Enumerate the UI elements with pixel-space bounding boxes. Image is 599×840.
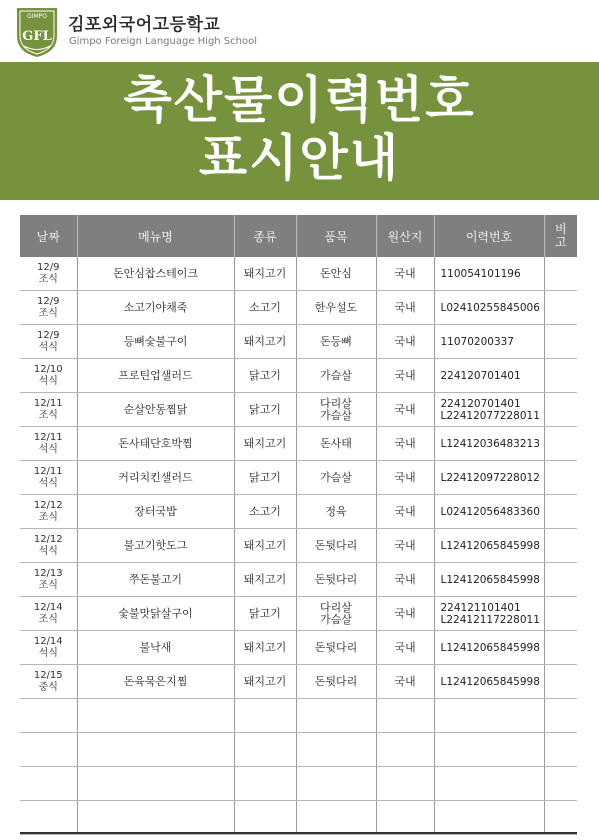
blank-cell <box>20 733 77 767</box>
origin-cell: 국내 <box>376 393 434 427</box>
trace-cell <box>434 257 544 291</box>
item-cell <box>296 563 376 597</box>
kind-cell: 닭고기 <box>234 461 296 495</box>
blank-row <box>20 733 577 767</box>
origin-cell: 국내 <box>376 495 434 529</box>
origin-cell: 국내 <box>376 631 434 665</box>
blank-cell <box>544 699 577 733</box>
date-day: 12/11 <box>33 431 63 443</box>
note-cell <box>544 529 577 563</box>
trace-cell <box>434 665 544 699</box>
table-row <box>20 427 577 461</box>
blank-cell <box>376 767 434 801</box>
origin-cell: 국내 <box>376 359 434 393</box>
item-line1: 돈뒷다리 <box>314 674 358 688</box>
menu-cell: 쭈돈불고기 <box>77 563 234 597</box>
blank-row <box>20 801 577 835</box>
blank-cell <box>376 699 434 733</box>
item-cell <box>296 427 376 461</box>
trace-line2: L22412117228011 <box>440 613 540 626</box>
blank-cell <box>376 733 434 767</box>
header-menu: 메뉴명 <box>77 215 234 257</box>
header-note: 비 고 <box>544 215 577 257</box>
menu-cell: 돈육묵은지찜 <box>77 665 234 699</box>
blank-cell <box>234 767 296 801</box>
blank-cell <box>296 801 376 835</box>
kind-cell: 돼지고기 <box>234 631 296 665</box>
page-title-line2: 표시안내 <box>198 129 401 187</box>
item-line1: 돈뒷다리 <box>314 538 358 552</box>
date-meal: 조식 <box>38 307 58 319</box>
date-day: 12/9 <box>37 329 60 341</box>
menu-cell: 불고기핫도그 <box>77 529 234 563</box>
table-row <box>20 291 577 325</box>
date-meal: 석식 <box>38 341 58 353</box>
kind-cell: 닭고기 <box>234 597 296 631</box>
header-kind: 종류 <box>234 215 296 257</box>
note-cell <box>544 325 577 359</box>
blank-cell <box>77 733 234 767</box>
blank-cell <box>296 767 376 801</box>
trace-cell <box>434 427 544 461</box>
item-cell <box>296 393 376 427</box>
item-line1: 다리살 <box>320 396 352 410</box>
origin-cell: 국내 <box>376 257 434 291</box>
table-row <box>20 461 577 495</box>
kind-cell: 돼지고기 <box>234 563 296 597</box>
date-cell <box>20 325 77 359</box>
note-cell <box>544 427 577 461</box>
blank-cell <box>20 767 77 801</box>
origin-cell: 국내 <box>376 665 434 699</box>
trace-line1: 224120701401 <box>440 369 521 382</box>
date-meal: 조식 <box>38 579 58 591</box>
menu-cell: 숯불맛닭살구이 <box>77 597 234 631</box>
item-cell <box>296 529 376 563</box>
trace-line1: L12412065845998 <box>440 675 540 688</box>
date-cell <box>20 291 77 325</box>
date-day: 12/10 <box>33 363 63 375</box>
note-cell <box>544 291 577 325</box>
blank-cell <box>234 733 296 767</box>
trace-line1: 11070200337 <box>440 335 514 348</box>
school-logo-bar <box>0 0 599 62</box>
menu-cell: 커리치킨샐러드 <box>77 461 234 495</box>
date-meal: 조식 <box>38 409 58 421</box>
blank-cell <box>296 699 376 733</box>
date-meal: 조식 <box>38 273 58 285</box>
table-row <box>20 665 577 699</box>
note-cell <box>544 359 577 393</box>
trace-line1: L12412065845998 <box>440 539 540 552</box>
item-line1: 돈뒷다리 <box>314 572 358 586</box>
date-cell <box>20 359 77 393</box>
menu-cell: 장터국밥 <box>77 495 234 529</box>
date-cell <box>20 563 77 597</box>
table-row <box>20 597 577 631</box>
header-date: 날짜 <box>20 215 77 257</box>
header-item: 품목 <box>296 215 376 257</box>
kind-cell: 돼지고기 <box>234 325 296 359</box>
kind-cell: 돼지고기 <box>234 427 296 461</box>
table-row <box>20 325 577 359</box>
kind-cell: 닭고기 <box>234 359 296 393</box>
trace-cell <box>434 393 544 427</box>
kind-cell: 소고기 <box>234 291 296 325</box>
item-cell <box>296 597 376 631</box>
table-row <box>20 529 577 563</box>
table-row <box>20 495 577 529</box>
origin-cell: 국내 <box>376 461 434 495</box>
kind-cell: 돼지고기 <box>234 529 296 563</box>
note-cell <box>544 631 577 665</box>
date-cell <box>20 631 77 665</box>
date-day: 12/11 <box>33 465 63 477</box>
table-row <box>20 257 577 291</box>
date-meal: 조식 <box>38 511 58 523</box>
blank-cell <box>434 767 544 801</box>
school-english-name: Gimpo Foreign Language High School <box>69 36 258 47</box>
trace-line1: L02412056483360 <box>440 505 540 518</box>
menu-cell: 소고기야채죽 <box>77 291 234 325</box>
note-cell <box>544 597 577 631</box>
school-name: 김포외국어고등학교 <box>68 15 221 35</box>
note-cell <box>544 495 577 529</box>
item-line1: 한우설도 <box>314 300 358 314</box>
date-day: 12/15 <box>33 669 63 681</box>
note-cell <box>544 257 577 291</box>
date-day: 12/11 <box>33 397 63 409</box>
item-line2: 가슴살 <box>320 612 352 626</box>
trace-line1: 110054101196 <box>440 267 521 280</box>
trace-line1: 224121101401 <box>440 601 521 614</box>
kind-cell: 돼지고기 <box>234 665 296 699</box>
item-line1: 가슴살 <box>320 470 352 484</box>
blank-cell <box>376 801 434 835</box>
table-row <box>20 359 577 393</box>
menu-cell: 돈사태단호박찜 <box>77 427 234 461</box>
menu-cell: 프로틴업샐러드 <box>77 359 234 393</box>
item-line1: 돈등뼈 <box>320 334 352 348</box>
table-row <box>20 393 577 427</box>
header-trace: 이력번호 <box>434 215 544 257</box>
trace-line1: L02410255845006 <box>440 301 540 314</box>
date-meal: 조식 <box>38 613 58 625</box>
date-day: 12/9 <box>37 295 60 307</box>
menu-cell: 등뼈숯불구이 <box>77 325 234 359</box>
blank-cell <box>20 699 77 733</box>
blank-cell <box>544 733 577 767</box>
trace-cell <box>434 291 544 325</box>
origin-cell: 국내 <box>376 291 434 325</box>
date-meal: 중식 <box>38 681 58 693</box>
blank-row <box>20 767 577 801</box>
item-cell <box>296 631 376 665</box>
origin-cell: 국내 <box>376 529 434 563</box>
blank-cell <box>77 699 234 733</box>
table-body <box>20 257 577 835</box>
blank-cell <box>234 699 296 733</box>
date-cell <box>20 257 77 291</box>
header-origin: 원산지 <box>376 215 434 257</box>
logo-top-text: GIMPO <box>27 13 47 20</box>
trace-cell <box>434 325 544 359</box>
item-cell <box>296 495 376 529</box>
kind-cell: 닭고기 <box>234 393 296 427</box>
menu-cell: 불낙새 <box>77 631 234 665</box>
date-day: 12/14 <box>33 635 63 647</box>
date-day: 12/13 <box>33 567 63 579</box>
note-cell <box>544 461 577 495</box>
item-cell <box>296 665 376 699</box>
date-cell <box>20 393 77 427</box>
blank-row <box>20 699 577 733</box>
table-bottom-border <box>20 832 577 834</box>
item-cell <box>296 359 376 393</box>
date-meal: 석식 <box>38 545 58 557</box>
origin-cell: 국내 <box>376 427 434 461</box>
menu-cell: 순살안동찜닭 <box>77 393 234 427</box>
kind-cell: 소고기 <box>234 495 296 529</box>
item-line1: 돈안심 <box>320 266 352 280</box>
date-day: 12/12 <box>33 499 63 511</box>
header-banner <box>0 0 599 200</box>
trace-table <box>20 215 577 835</box>
table-row <box>20 631 577 665</box>
blank-cell <box>20 801 77 835</box>
date-cell <box>20 529 77 563</box>
origin-cell: 국내 <box>376 325 434 359</box>
blank-cell <box>77 767 234 801</box>
date-meal: 석식 <box>38 443 58 455</box>
note-cell <box>544 393 577 427</box>
date-cell <box>20 427 77 461</box>
trace-cell <box>434 529 544 563</box>
trace-line1: L12412036483213 <box>440 437 540 450</box>
trace-cell <box>434 359 544 393</box>
trace-line1: L22412097228012 <box>440 471 540 484</box>
date-day: 12/12 <box>33 533 63 545</box>
date-cell <box>20 461 77 495</box>
date-cell <box>20 665 77 699</box>
item-line1: 가슴살 <box>320 368 352 382</box>
date-meal: 석식 <box>38 647 58 659</box>
item-line1: 다리살 <box>320 600 352 614</box>
logo-text: GFL <box>22 29 52 44</box>
date-day: 12/14 <box>33 601 63 613</box>
trace-cell <box>434 597 544 631</box>
item-line1: 돈뒷다리 <box>314 640 358 654</box>
item-line1: 정육 <box>325 504 347 518</box>
table-row <box>20 563 577 597</box>
blank-cell <box>434 801 544 835</box>
trace-line1: L12412065845998 <box>440 573 540 586</box>
date-meal: 석식 <box>38 477 58 489</box>
menu-cell: 돈안심찹스테이크 <box>77 257 234 291</box>
blank-cell <box>234 801 296 835</box>
page-title-line1: 축산물이력번호 <box>123 71 476 129</box>
date-day: 12/9 <box>37 261 60 273</box>
item-line1: 돈사태 <box>320 436 352 450</box>
blank-cell <box>544 801 577 835</box>
item-cell <box>296 257 376 291</box>
item-cell <box>296 461 376 495</box>
trace-table-wrapper <box>20 215 577 835</box>
trace-cell <box>434 631 544 665</box>
trace-line2: L22412077228011 <box>440 409 540 422</box>
blank-cell <box>77 801 234 835</box>
trace-line1: L12412065845998 <box>440 641 540 654</box>
note-cell <box>544 665 577 699</box>
origin-cell: 국내 <box>376 563 434 597</box>
date-cell <box>20 597 77 631</box>
trace-cell <box>434 563 544 597</box>
kind-cell: 돼지고기 <box>234 257 296 291</box>
item-cell <box>296 291 376 325</box>
trace-cell <box>434 495 544 529</box>
trace-line1: 224120701401 <box>440 397 521 410</box>
school-emblem-icon <box>14 6 60 58</box>
trace-cell <box>434 461 544 495</box>
item-line2: 가슴살 <box>320 408 352 422</box>
note-cell <box>544 563 577 597</box>
blank-cell <box>544 767 577 801</box>
blank-cell <box>434 733 544 767</box>
blank-cell <box>434 699 544 733</box>
blank-cell <box>296 733 376 767</box>
origin-cell: 국내 <box>376 597 434 631</box>
date-meal: 석식 <box>38 375 58 387</box>
item-cell <box>296 325 376 359</box>
date-cell <box>20 495 77 529</box>
table-header-row <box>20 215 577 257</box>
